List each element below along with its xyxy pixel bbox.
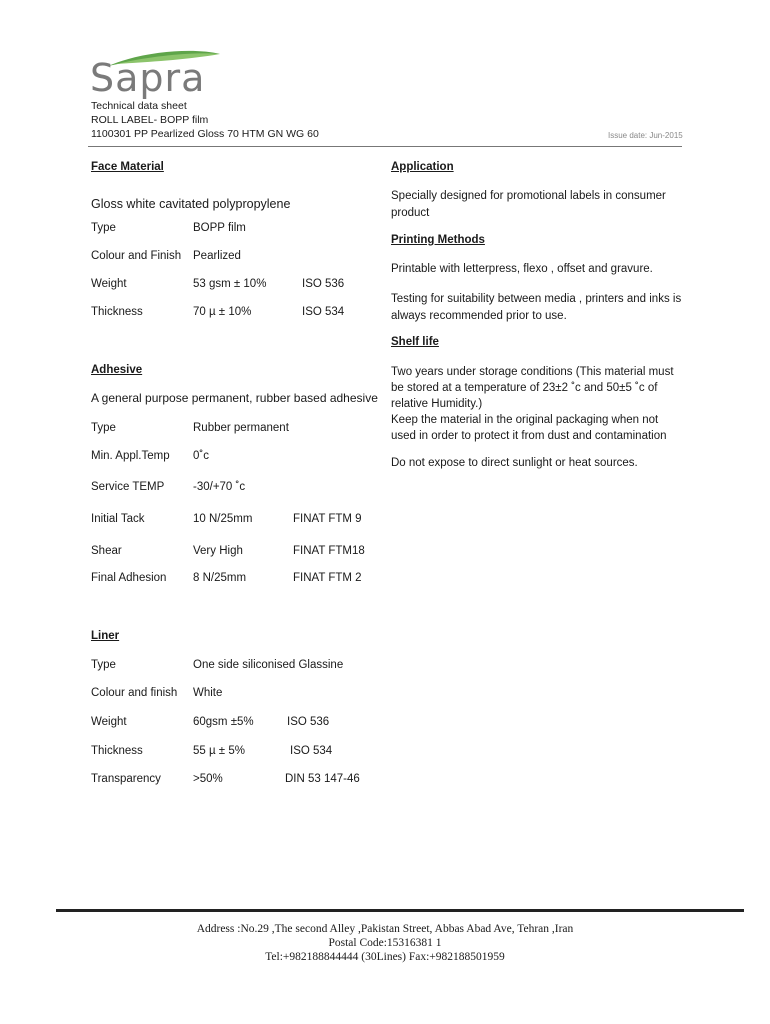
footer-phone: Tel:+982188844444 (30Lines) Fax:+982188501959 [265,951,505,963]
product-category: ROLL LABEL- BOPP film [91,114,209,126]
footer-address: Address :No.29 ,The second Alley ,Pakistan Street, Abbas Abad Ave, Tehran ,Iran [196,923,574,935]
face-material-description: Gloss white cavitated polypropylene [91,197,291,211]
adhesive-row-standard: FINAT FTM 2 [293,572,362,584]
liner-row-value: 60gsm ±5% [193,716,254,728]
adhesive-row-label: Final Adhesion [91,572,167,584]
shelf-life-storage-text: Two years under storage conditions (This material must be stored at a temperature of 23±2 ˚c and 50±5 ˚c of relative Humidity.) [391,366,674,410]
liner-row-label: Colour and finish [91,687,178,699]
printing-methods-text: Printable with letterpress, flexo , offset and gravure. [391,263,653,275]
shelf-life-heading: Shelf life [391,336,439,348]
issue-date: Issue date: Jun-2015 [608,131,683,140]
liner-row-standard: DIN 53 147-46 [285,773,360,785]
adhesive-row-value: 0˚c [193,450,209,462]
adhesive-row-label: Shear [91,545,122,557]
adhesive-heading: Adhesive [91,364,143,376]
footer-divider [56,909,744,912]
adhesive-row-standard: FINAT FTM18 [293,545,365,557]
product-code: 1100301 PP Pearlized Gloss 70 HTM GN WG 60 [91,128,319,140]
adhesive-row-label: Initial Tack [91,513,145,525]
face-row-value: 70 µ ± 10% [193,306,252,318]
adhesive-row-value: 8 N/25mm [193,572,247,584]
liner-row-label: Type [91,659,116,671]
logo-text: Sapra [90,56,206,100]
application-text: Specially designed for promotional labels in consumer product [391,190,666,219]
adhesive-description: A general purpose permanent, rubber based adhesive [91,391,378,405]
adhesive-row-value: 10 N/25mm [193,513,253,525]
adhesive-row-value: -30/+70 ˚c [193,481,246,493]
shelf-life-packaging-text: Keep the material in the original packaging when not used in order to protect it from dust and contamination [391,414,667,442]
liner-row-value: One side siliconised Glassine [193,659,344,671]
liner-row-standard: ISO 536 [287,716,330,728]
face-row-label: Thickness [91,306,143,318]
liner-row-label: Weight [91,716,127,728]
footer-postal-code: Postal Code:15316381 1 [328,937,442,949]
shelf-life-sunlight-text: Do not expose to direct sunlight or heat sources. [391,457,638,469]
header-divider [88,146,682,147]
face-material-heading: Face Material [91,161,164,173]
adhesive-row-standard: FINAT FTM 9 [293,513,362,525]
printing-testing-text: Testing for suitability between media , printers and inks is always recommended prior to use. [391,293,682,322]
face-row-standard: ISO 536 [302,278,345,290]
liner-row-label: Transparency [91,773,161,785]
liner-row-value: >50% [193,773,223,785]
adhesive-row-label: Type [91,422,116,434]
adhesive-row-value: Very High [193,545,243,557]
liner-row-value: 55 µ ± 5% [193,745,245,757]
adhesive-row-value: Rubber permanent [193,422,289,434]
adhesive-row-label: Min. Appl.Temp [91,450,170,462]
printing-methods-heading: Printing Methods [391,234,485,246]
liner-heading: Liner [91,630,120,642]
application-heading: Application [391,161,454,173]
face-row-value: 53 gsm ± 10% [193,278,267,290]
adhesive-row-label: Service TEMP [91,481,165,493]
liner-row-standard: ISO 534 [290,745,333,757]
liner-row-value: White [193,687,223,699]
face-row-value: Pearlized [193,250,241,262]
liner-row-label: Thickness [91,745,143,757]
company-logo [86,46,246,98]
face-row-value: BOPP film [193,222,246,234]
doc-type: Technical data sheet [91,100,187,112]
face-row-label: Type [91,222,116,234]
face-row-label: Weight [91,278,127,290]
face-row-standard: ISO 534 [302,306,345,318]
face-row-label: Colour and Finish [91,250,182,262]
